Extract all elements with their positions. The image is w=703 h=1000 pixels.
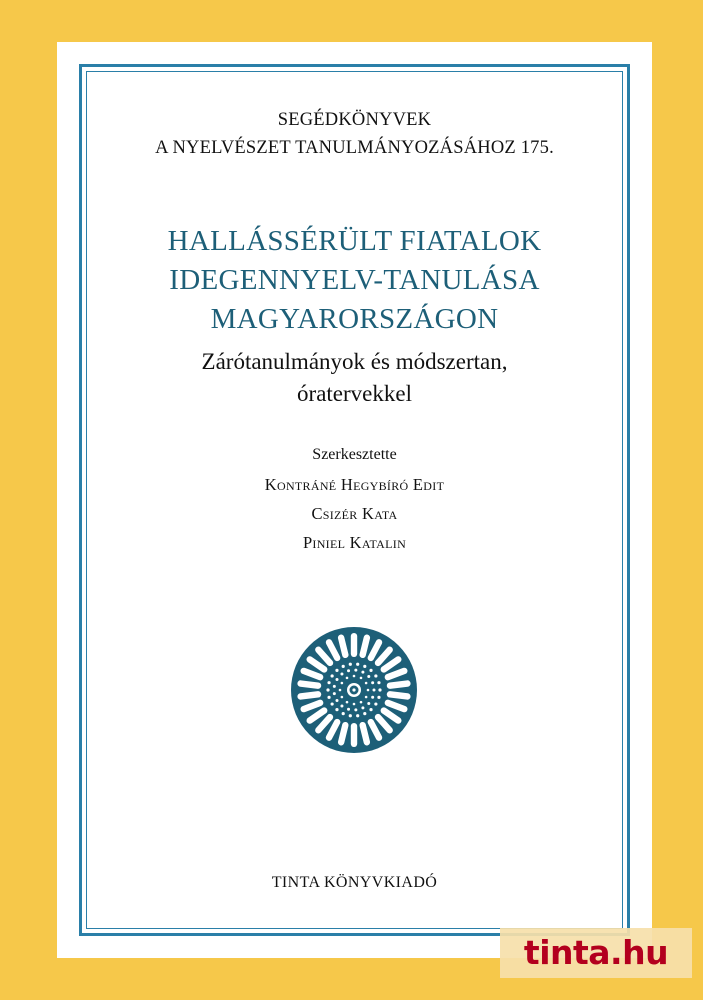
cover-content [57, 42, 652, 958]
title-line-2: IDEGENNYELV-TANULÁSA [169, 264, 540, 296]
book-title [57, 222, 652, 339]
title-line-3: MAGYARORSZÁGON [210, 303, 499, 335]
series-line-1: SEGÉDKÖNYVEK [277, 110, 432, 130]
editor-name: Csizér Kata [311, 504, 398, 523]
publisher-name: TINTA KÖNYVKIADÓ [271, 874, 438, 891]
rosette-icon [289, 625, 419, 755]
editors-list [57, 470, 652, 557]
editors-label: Szerkesztette [312, 446, 397, 463]
series-line-2: A NYELVÉSZET TANULMÁNYOZÁSÁHOZ 175. [155, 138, 554, 158]
subtitle-line-1: Zárótanulmányok és módszertan, [201, 349, 508, 374]
site-watermark: tinta.hu [500, 928, 692, 978]
editor-name: Piniel Katalin [302, 533, 407, 552]
series-title [57, 106, 652, 162]
editor-name: Kontráné Hegybíró Edit [264, 475, 445, 494]
book-cover [57, 42, 652, 958]
subtitle-line-2: óratervekkel [297, 381, 412, 406]
title-line-1: HALLÁSSÉRÜLT FIATALOK [167, 225, 542, 257]
book-subtitle [57, 346, 652, 410]
